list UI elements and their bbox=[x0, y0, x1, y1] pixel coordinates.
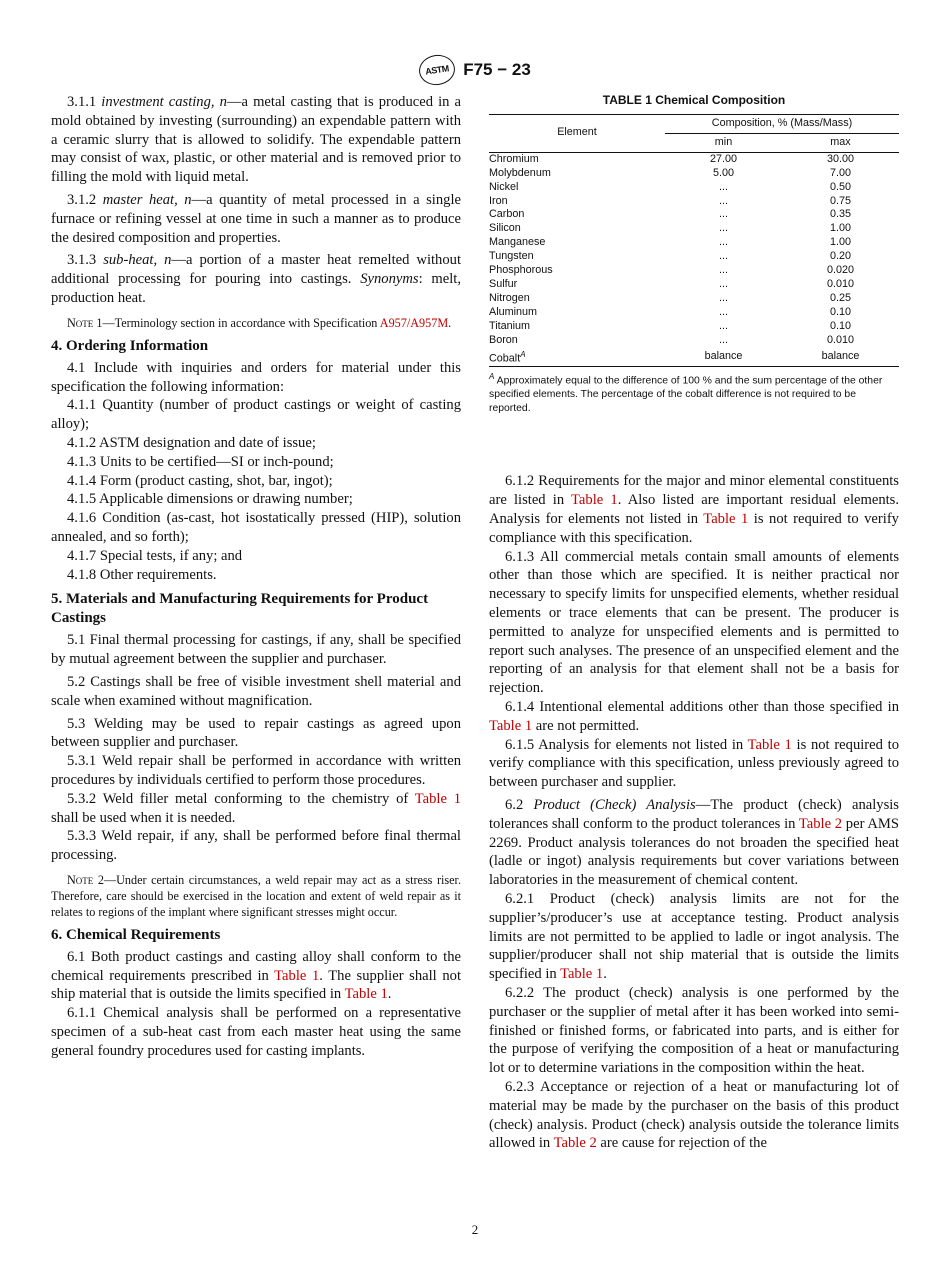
paragraph-6-1-4: 6.1.4 Intentional elemental additions other than those specified in Table 1 are not permitted. bbox=[489, 699, 899, 734]
paragraph-3-1-1: 3.1.1 investment casting, n—a metal casting that is produced in a mold obtained by investing (surrounding) an expendable pattern with a ceramic slurry that is allowed to solidify. The expendable pattern may consist of wax, plastic, or other material and is removed prior to filling the mold with liquid metal. bbox=[51, 94, 461, 186]
link-table-2[interactable]: Table 2 bbox=[553, 1135, 597, 1152]
table-row: Molybdenum 5.00 7.00 bbox=[489, 166, 851, 179]
paragraph-6-2: 6.2 Product (Check) Analysis—The product (check) analysis tolerances shall conform to the product tolerances in Table 2 per AMS 2269. Product analysis tolerances do not broaden the specified heat (ladle or ingot) analysis requirements but cover variations between laboratories in the measurement of chemical content. bbox=[489, 797, 899, 889]
chemical-composition-table bbox=[489, 114, 899, 367]
paragraph-5-3: 5.3 Welding may be used to repair castings as agreed upon between supplier and purchaser. bbox=[51, 715, 461, 751]
paragraph-5-3-3: 5.3.3 Weld repair, if any, shall be performed before final thermal processing. bbox=[51, 828, 461, 864]
paragraph-5-3-2: 5.3.2 Weld filler metal conforming to the chemistry of Table 1 shall be used when it is needed. bbox=[51, 790, 461, 826]
list-item: 4.1.5 Applicable dimensions or drawing number; bbox=[67, 491, 353, 508]
table-row: Tungsten ... 0.20 bbox=[489, 250, 851, 263]
table-1-footnote: $^A$ Approximately equal to the difference of 100 % and the sum percentage of the other specified elements. The percentage of the cobalt difference is not required to be reported. bbox=[489, 372, 883, 415]
link-a957[interactable]: A957/A957M bbox=[379, 315, 449, 330]
table-row: Titanium ... 0.10 bbox=[489, 319, 851, 332]
section-6-heading: 6. Chemical Requirements bbox=[51, 926, 221, 943]
paragraph-4-1: 4.1 Include with inquiries and orders for material under this specification the following information: bbox=[51, 359, 461, 395]
list-item: 4.1.2 ASTM designation and date of issue; bbox=[67, 434, 316, 451]
paragraph-6-2-2: 6.2.2 The product (check) analysis is one performed by the purchaser or the supplier of metal after it has been worked into semi-finished or finished forms, or fabricated into parts, and is either for the purpose of verifying the composition of a heat or manufacturing lot or to determine variations in the composition within the heat. bbox=[489, 984, 899, 1077]
paragraph-3-1-3: 3.1.3 sub-heat, n—a portion of a master heat remelted without additional processing for pouring into castings. Synonyms: melt, production heat. bbox=[51, 252, 461, 306]
table-row: Silicon ... 1.00 bbox=[489, 222, 851, 235]
link-table-1[interactable]: Table 1 bbox=[747, 736, 792, 753]
table-row: Iron ... 0.75 bbox=[489, 194, 851, 207]
table-row: Nickel ... 0.50 bbox=[489, 180, 851, 193]
paragraph-6-2-3: 6.2.3 Acceptance or rejection of a heat or manufacturing lot of material may be made by the purchaser on the basis of this product (check) analysis. Product (check) analysis outside the tolerance limits allowed in Table 2 are cause for rejection of the bbox=[489, 1078, 899, 1152]
table-row: Nitrogen ... 0.25 bbox=[489, 291, 851, 304]
table-row: Manganese ... 1.00 bbox=[489, 236, 851, 249]
right-column bbox=[489, 93, 899, 1153]
link-table-1[interactable]: Table 1 bbox=[414, 790, 461, 807]
link-table-1[interactable]: Table 1 bbox=[274, 967, 320, 984]
standard-designation: F75 − 23 bbox=[463, 60, 531, 79]
paragraph-6-1-3: 6.1.3 All commercial metals contain small amounts of elements other than those which are specified. It is neither practical nor necessary to specify limits for unspecified elements, whether residual elements or trace elements that can be present. The producer is permitted to analyze for unspecified elements and is permitted to report such analyses. The presence of an unspecified element and the reporting of an analysis for that element shall not be a basis for rejection. bbox=[489, 548, 899, 697]
paragraph-5-1: 5.1 Final thermal processing for castings, if any, shall be specified by mutual agreement between the supplier and purchaser. bbox=[51, 632, 461, 668]
astm-logo-icon: ASTM bbox=[417, 53, 457, 88]
paragraph-6-1-2: 6.1.2 Requirements for the major and minor elemental constituents are listed in Table 1. Also listed are important residual elements. Analysis for elements not listed in Table 1 is not required to verify compliance with this specification. bbox=[489, 473, 899, 546]
column-header-min: min bbox=[665, 133, 782, 152]
section-4-heading: 4. Ordering Information bbox=[51, 337, 209, 354]
paragraph-6-1-5: 6.1.5 Analysis for elements not listed in Table 1 is not required to verify compliance with this specification, unless previously agreed to between purchaser and supplier. bbox=[489, 736, 899, 791]
table-row: Phosphorous ... 0.020 bbox=[489, 264, 855, 277]
link-table-1[interactable]: Table 1 bbox=[571, 492, 618, 509]
link-table-1[interactable]: Table 1 bbox=[344, 986, 388, 1003]
paragraph-6-2-1: 6.2.1 Product (check) analysis limits are not for the supplier’s/producer’s use at acceptance testing. Product analysis limits are not permitted to be applied to ladle or ingot analysis. The supplier/producer shall not ship material that is outside the limits specified in Table 1. bbox=[489, 891, 899, 983]
page-header bbox=[0, 55, 950, 85]
link-table-1[interactable]: Table 1 bbox=[489, 717, 533, 734]
link-table-1[interactable]: Table 1 bbox=[703, 511, 749, 528]
list-item: 4.1.3 Units to be certified—SI or inch-pound; bbox=[67, 453, 334, 470]
left-column bbox=[51, 93, 461, 1061]
list-item: 4.1.4 Form (product casting, shot, bar, ingot); bbox=[67, 472, 333, 489]
link-table-1[interactable]: Table 1 bbox=[560, 966, 604, 983]
section-5-heading: 5. Materials and Manufacturing Requirements for Product Castings bbox=[51, 591, 429, 627]
table-row: Carbon ... 0.35 bbox=[489, 208, 851, 221]
link-table-2[interactable]: Table 2 bbox=[798, 815, 843, 832]
table-row: Aluminum ... 0.10 bbox=[489, 305, 851, 318]
paragraph-6-1: 6.1 Both product castings and casting alloy shall conform to the chemical requirements prescribed in Table 1. The supplier shall not ship material that is outside the limits specified in Table 1. bbox=[51, 948, 461, 1003]
paragraph-3-1-2: 3.1.2 master heat, n—a quantity of metal processed in a single furnace or refining vessel at one time in such a manner as to produce the desired composition and properties. bbox=[51, 191, 461, 246]
column-header-composition: Composition, % (Mass/Mass) bbox=[665, 115, 899, 134]
paragraph-5-2: 5.2 Castings shall be free of visible investment shell material and scale when examined without magnification. bbox=[51, 673, 461, 709]
paragraph-6-1-1: 6.1.1 Chemical analysis shall be performed on a representative specimen of a sub-heat cast from each master heat using the same general foundry procedures used for casting implants. bbox=[51, 1005, 461, 1059]
list-item: 4.1.6 Condition (as-cast, hot isostatically pressed (HIP), solution annealed, and so forth); bbox=[51, 510, 461, 545]
list-item: 4.1.7 Special tests, if any; and bbox=[67, 547, 243, 564]
note-1: Note 1—Terminology section in accordance with Specification A957/A957M. bbox=[67, 315, 452, 330]
column-header-max: max bbox=[782, 133, 899, 152]
paragraph-5-3-1: 5.3.1 Weld repair shall be performed in accordance with written procedures by individuals certified to perform those procedures. bbox=[51, 753, 461, 788]
table-row: Sulfur ... 0.010 bbox=[489, 277, 855, 290]
page-number: 2 bbox=[471, 1222, 479, 1237]
table-row: Boron ... 0.010 bbox=[489, 333, 855, 346]
table-1-title: TABLE 1 Chemical Composition bbox=[602, 93, 786, 107]
table-row: Chromium 27.00 30.00 bbox=[489, 152, 899, 166]
column-header-element: Element bbox=[489, 115, 665, 153]
list-item: 4.1.8 Other requirements. bbox=[67, 566, 217, 583]
note-2: Note 2—Under certain circumstances, a weld repair may act as a stress riser. Therefore, care should be exercised in the location and extent of weld repair as it relates to regions of the implant where significant stresses might occur. bbox=[51, 872, 461, 919]
table-row: Cobalt$^A$ balance balance bbox=[489, 348, 899, 367]
list-item: 4.1.1 Quantity (number of product castings or weight of casting alloy); bbox=[51, 397, 461, 433]
